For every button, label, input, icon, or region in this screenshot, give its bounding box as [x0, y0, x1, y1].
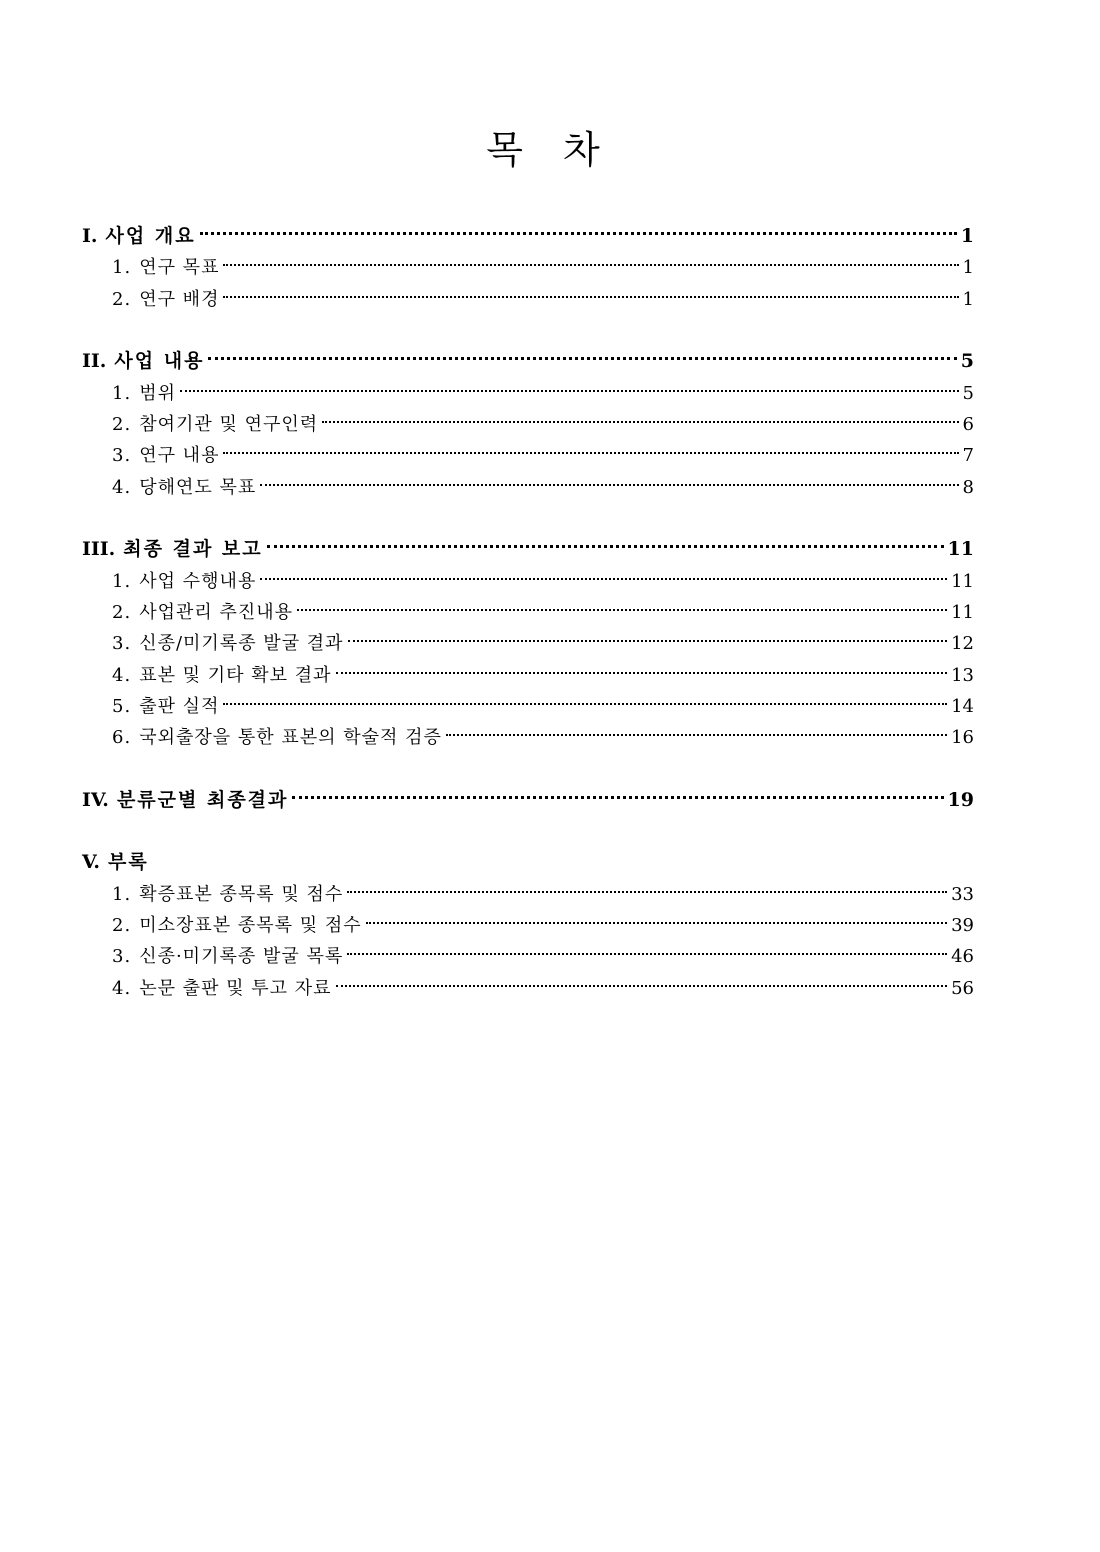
- toc-item-row[interactable]: [82, 973, 974, 1004]
- toc-item-row[interactable]: [82, 409, 974, 440]
- toc-item-number: 1.: [112, 382, 132, 404]
- dot-leader: [223, 296, 958, 298]
- toc-item-label: 연구 내용: [139, 445, 220, 467]
- toc-item-number: 4.: [112, 476, 132, 498]
- toc-page-number: 19: [947, 788, 974, 811]
- dot-leader: [180, 390, 959, 392]
- dot-leader: [347, 891, 947, 893]
- dot-leader: [292, 796, 943, 799]
- toc-section: [82, 534, 974, 754]
- toc-item-label: 신종·미기록종 발굴 목록: [139, 946, 344, 968]
- toc-item-number: 3.: [112, 445, 132, 467]
- toc-section: [82, 847, 974, 1004]
- toc-heading-label: 분류군별 최종결과: [116, 788, 289, 811]
- dot-leader: [223, 452, 958, 454]
- toc-item-number: 2.: [112, 413, 132, 435]
- toc-page-number: 11: [947, 538, 974, 561]
- dot-leader: [223, 703, 947, 705]
- toc-item-number: 2.: [112, 915, 132, 937]
- toc-item-row[interactable]: [82, 628, 974, 659]
- toc-item-label: 논문 출판 및 투고 자료: [139, 977, 332, 999]
- toc-section: [82, 346, 974, 503]
- toc-heading-label: 사업 내용: [114, 350, 205, 373]
- toc-page-number: 1: [960, 225, 974, 247]
- toc-page-number: 56: [951, 977, 974, 999]
- toc-item-label: 참여기관 및 연구인력: [139, 413, 319, 435]
- toc-item-label: 표본 및 기타 확보 결과: [139, 664, 332, 686]
- toc-item-row[interactable]: [82, 252, 974, 283]
- dot-leader: [223, 264, 958, 266]
- toc-page-number: 5: [960, 350, 974, 373]
- page-title: 목 차: [486, 128, 614, 172]
- toc-section: [82, 221, 974, 315]
- toc-item-row[interactable]: [82, 910, 974, 941]
- toc-item-row[interactable]: [82, 660, 974, 691]
- toc-heading-number: II.: [82, 350, 107, 373]
- toc-heading-number: I.: [82, 225, 98, 247]
- toc-heading-row[interactable]: [82, 785, 974, 816]
- toc-page-number: 12: [951, 633, 974, 655]
- toc-heading-row[interactable]: [82, 346, 974, 377]
- toc-heading-label: 최종 결과 보고: [123, 538, 263, 561]
- toc-page-number: 16: [951, 727, 974, 749]
- toc-item-label: 당해연도 목표: [139, 476, 257, 498]
- toc-item-row[interactable]: [82, 378, 974, 409]
- dot-leader: [297, 609, 947, 611]
- toc-item-label: 확증표본 종목록 및 점수: [139, 883, 344, 905]
- toc-heading-row[interactable]: [82, 847, 974, 878]
- toc-page-number: 14: [951, 696, 974, 718]
- toc-page-number: 1: [962, 257, 974, 279]
- toc-item-number: 1.: [112, 883, 132, 905]
- toc-page-number: 8: [962, 476, 974, 498]
- toc-item-row[interactable]: [82, 472, 974, 503]
- toc-item-row[interactable]: [82, 566, 974, 597]
- toc-item-row[interactable]: [82, 440, 974, 471]
- dot-leader: [267, 545, 944, 548]
- dot-leader: [336, 985, 948, 987]
- toc-page-number: 7: [962, 445, 974, 467]
- toc-page-number: 33: [951, 883, 974, 905]
- toc-item-label: 신종/미기록종 발굴 결과: [139, 633, 344, 655]
- toc-heading-row[interactable]: [82, 534, 974, 565]
- toc-item-number: 3.: [112, 633, 132, 655]
- toc-page-number: 11: [951, 570, 974, 592]
- toc-item-label: 출판 실적: [139, 696, 220, 718]
- toc-item-number: 1.: [112, 257, 132, 279]
- toc-item-label: 범위: [139, 382, 176, 404]
- toc-item-row[interactable]: [82, 941, 974, 972]
- toc-item-row[interactable]: [82, 879, 974, 910]
- dot-leader: [336, 672, 948, 674]
- toc-heading-number: IV.: [82, 788, 109, 811]
- toc-item-label: 연구 배경: [139, 288, 220, 310]
- toc-item-number: 4.: [112, 664, 132, 686]
- dot-leader: [260, 578, 947, 580]
- dot-leader: [260, 484, 958, 486]
- toc-item-number: 5.: [112, 696, 132, 718]
- toc-heading-label: 사업 개요: [105, 225, 196, 247]
- toc-heading-number: III.: [82, 538, 116, 561]
- toc-page-number: 11: [951, 601, 974, 623]
- toc-page-number: 1: [962, 288, 974, 310]
- toc-item-number: 1.: [112, 570, 132, 592]
- toc-item-label: 연구 목표: [139, 257, 220, 279]
- toc-page-number: 5: [962, 382, 974, 404]
- toc-page-number: 6: [962, 413, 974, 435]
- dot-leader: [347, 953, 947, 955]
- toc-heading-label: 부록: [108, 851, 149, 874]
- toc-item-number: 6.: [112, 727, 132, 749]
- toc-item-label: 사업 수행내용: [139, 570, 257, 592]
- toc-item-row[interactable]: [82, 597, 974, 628]
- toc-item-row[interactable]: [82, 284, 974, 315]
- dot-leader: [322, 421, 958, 423]
- dot-leader: [200, 232, 957, 235]
- toc-item-number: 2.: [112, 601, 132, 623]
- dot-leader: [348, 640, 948, 642]
- toc-item-row[interactable]: [82, 691, 974, 722]
- toc-item-number: 3.: [112, 946, 132, 968]
- dot-leader: [446, 734, 947, 736]
- toc-page-number: 13: [951, 664, 974, 686]
- toc-item-row[interactable]: [82, 722, 974, 753]
- table-of-contents: [82, 221, 974, 1035]
- toc-heading-row[interactable]: [82, 221, 974, 252]
- toc-section: [82, 785, 974, 816]
- toc-item-label: 사업관리 추진내용: [139, 601, 294, 623]
- toc-heading-number: V.: [82, 851, 101, 874]
- toc-page-number: 39: [951, 915, 974, 937]
- toc-page-number: 46: [951, 946, 974, 968]
- toc-item-label: 국외출장을 통한 표본의 학술적 검증: [139, 727, 442, 749]
- toc-item-number: 4.: [112, 977, 132, 999]
- toc-item-label: 미소장표본 종목록 및 점수: [139, 915, 362, 937]
- dot-leader: [208, 357, 956, 360]
- dot-leader: [366, 922, 947, 924]
- toc-item-number: 2.: [112, 288, 132, 310]
